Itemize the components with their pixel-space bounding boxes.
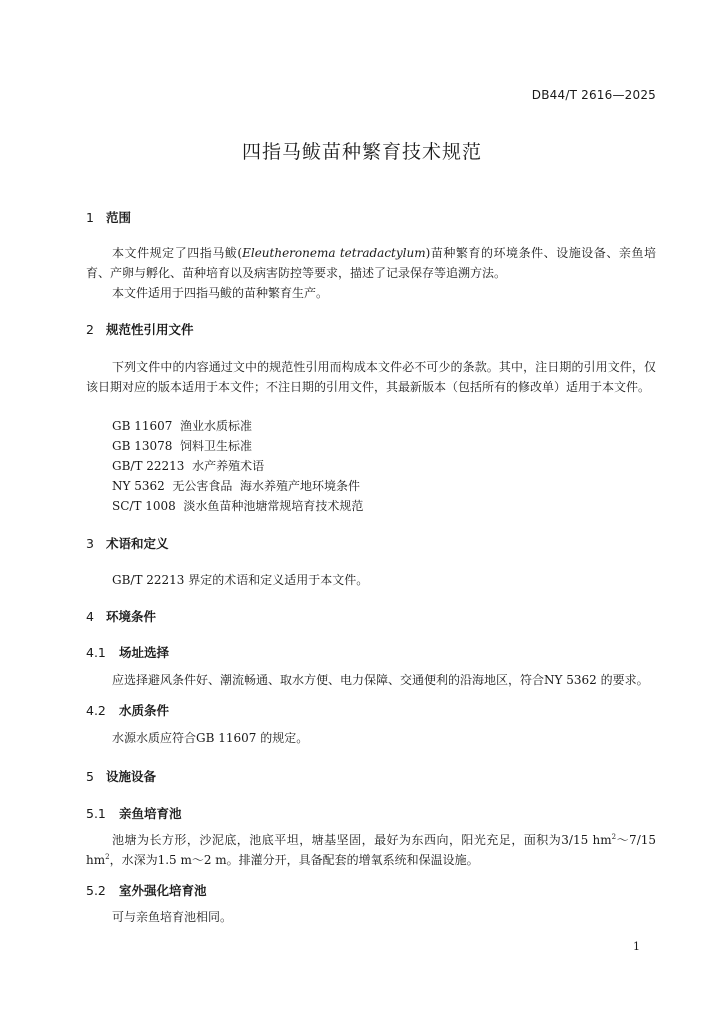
document-title: 四指马鲅苗种繁育技术规范 [241,141,482,163]
pond-text-continued: ，水深为1.5 m～2 m。排灌分开，具备配套的增氧系统和保温设施。 [109,853,479,867]
section-title: 设施设备 [106,769,157,784]
section-4-heading [86,607,156,625]
section-number: 5.1 [86,806,106,821]
section-1-heading [86,208,131,226]
reference-item: GB 11607 渔业水质标准 [112,419,253,433]
section-title: 亲鱼培育池 [119,806,182,821]
broodstock-pond-paragraph [86,830,656,870]
standard-code: DB44/T 2616—2025 [531,88,656,102]
superscript: 2 [105,853,110,861]
section-2-heading [86,320,194,338]
reference-item: GB 13078 饲料卫生标准 [112,439,253,453]
references-intro: 下列文件中的内容通过文中的规范性引用而构成本文件必不可少的条款。其中，注日期的引用文件，仅该日期对应的版本适用于本文件；不注日期的引用文件，其最新版本（包括所有的修改单）适用于本文件。 [86,360,656,394]
section-3-heading [86,534,169,552]
section-number: 1 [86,210,94,225]
section-title: 术语和定义 [106,536,169,551]
page-number: 1 [633,940,640,953]
section-number: 4.2 [86,703,106,718]
section-number: 3 [86,536,94,551]
terms-paragraph: GB/T 22213 界定的术语和定义适用于本文件。 [112,573,369,587]
reference-item: NY 5362 无公害食品 海水养殖产地环境条件 [112,479,361,493]
reference-item: SC/T 1008 淡水鱼苗种池塘常规培育技术规范 [112,499,364,513]
site-selection-paragraph: 应选择避风条件好、潮流畅通、取水方便、电力保障、交通便利的沿海地区，符合NY 5362 的要求。 [112,673,649,687]
section-number: 5 [86,769,94,784]
section-number: 4 [86,609,94,624]
section-title: 室外强化培育池 [119,883,207,898]
scope-text: 本文件规定了四指马鲅( [112,246,243,260]
applicability-paragraph: 本文件适用于四指马鲅的苗种繁育生产。 [112,286,329,300]
section-title: 环境条件 [106,609,157,624]
section-title: 场址选择 [119,645,170,660]
section-5-1-heading [86,804,182,822]
pond-text: 池塘为长方形，沙泥底，池底平坦，塘基坚固，最好为东西向，阳光充足，面积为3/15 hm [112,833,612,847]
section-title: 水质条件 [119,703,170,718]
section-title: 范围 [106,210,132,225]
section-number: 5.2 [86,883,106,898]
section-5-heading [86,767,156,785]
section-title: 规范性引用文件 [106,322,194,337]
section-4-2-heading [86,701,169,719]
superscript: 2 [611,833,617,841]
scope-paragraph [86,243,656,283]
reference-item: GB/T 22213 水产养殖术语 [112,459,265,473]
water-quality-paragraph: 水源水质应符合GB 11607 的规定。 [112,731,309,745]
section-5-2-heading [86,881,207,899]
section-number: 4.1 [86,645,106,660]
pond-text-range: ～7/15 hm [86,833,657,867]
outdoor-pond-paragraph: 可与亲鱼培育池相同。 [112,910,233,924]
section-number: 2 [86,322,94,337]
latin-name: Eleutheronema tetradactylum [242,246,426,260]
section-4-1-heading [86,643,169,661]
scope-text-continued: )苗种繁育的环境条件、设施设备、亲鱼培育、产卵与孵化、苗种培育以及病害防控等要求，描述了记录保存等追溯方法。 [86,246,656,280]
